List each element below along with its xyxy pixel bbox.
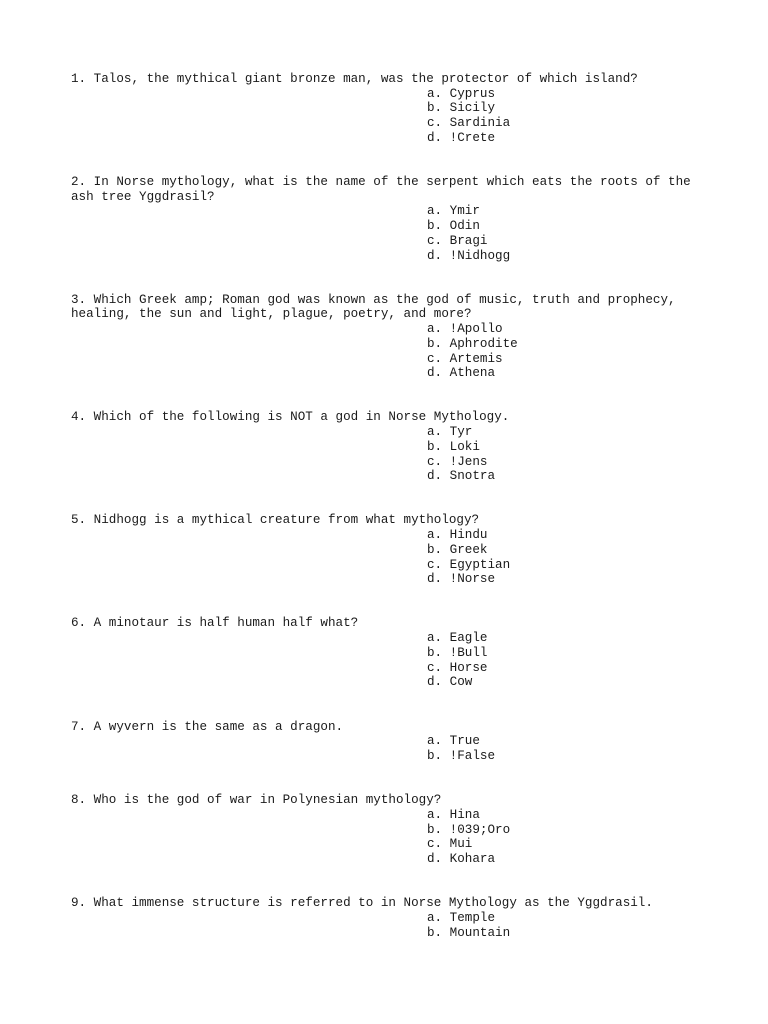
question-6 — [71, 616, 701, 690]
answer-option: b. Aphrodite — [427, 336, 518, 351]
answer-options — [427, 631, 701, 690]
question-text: 3. Which Greek amp; Roman god was known as the god of music, truth and prophecy, healing, the sun and light, plague, poetry, and more? — [71, 292, 684, 322]
answer-options — [427, 87, 701, 146]
answer-option: c. !Jens — [427, 454, 488, 469]
answer-option: a. !Apollo — [427, 322, 503, 337]
answer-option: d. !Norse — [427, 572, 496, 587]
answer-options — [427, 322, 701, 381]
answer-options — [427, 734, 701, 763]
question-4 — [71, 410, 701, 484]
question-text: 5. Nidhogg is a mythical creature from what mythology? — [71, 513, 480, 528]
question-text: 7. A wyvern is the same as a dragon. — [71, 719, 344, 734]
question-9 — [71, 896, 701, 940]
answer-option: a. Temple — [427, 910, 496, 925]
answer-option: d. !Nidhogg — [427, 248, 511, 263]
answer-options — [427, 204, 701, 263]
answer-option: b. Odin — [427, 219, 480, 234]
answer-option: d. Athena — [427, 366, 496, 381]
answer-option: b. Loki — [427, 439, 480, 454]
answer-option: a. Hindu — [427, 528, 488, 543]
question-text: 8. Who is the god of war in Polynesian mythology? — [71, 793, 442, 808]
answer-option: c. Egyptian — [427, 557, 511, 572]
answer-option: b. Greek — [427, 542, 488, 557]
question-7 — [71, 720, 701, 764]
answer-option: b. Mountain — [427, 925, 511, 940]
answer-option: a. Eagle — [427, 631, 488, 646]
answer-options — [427, 911, 701, 940]
answer-option: c. Sardinia — [427, 116, 511, 131]
answer-option: c. Bragi — [427, 233, 488, 248]
question-text: 6. A minotaur is half human half what? — [71, 616, 359, 631]
answer-option: c. Artemis — [427, 351, 503, 366]
answer-option: a. Cyprus — [427, 86, 496, 101]
answer-option: b. !False — [427, 748, 496, 763]
answer-option: d. Snotra — [427, 469, 496, 484]
question-2 — [71, 175, 701, 263]
answer-option: d. Cow — [427, 675, 473, 690]
answer-options — [427, 528, 701, 587]
quiz-document — [71, 72, 701, 970]
question-1 — [71, 72, 701, 146]
answer-option: a. Hina — [427, 807, 480, 822]
answer-option: d. !Crete — [427, 130, 496, 145]
question-text: 2. In Norse mythology, what is the name of the serpent which eats the roots of the ash tree Yggdrasil? — [71, 175, 699, 204]
answer-option: a. True — [427, 734, 480, 749]
question-text: 4. Which of the following is NOT a god in Norse Mythology. — [71, 410, 510, 425]
question-text: 9. What immense structure is referred to in Norse Mythology as the Yggdrasil. — [71, 896, 653, 911]
answer-options — [427, 425, 701, 484]
question-5 — [71, 513, 701, 587]
answer-option: b. !039;Oro — [427, 822, 511, 837]
question-8 — [71, 793, 701, 867]
answer-options — [427, 808, 701, 867]
question-text: 1. Talos, the mythical giant bronze man, was the protector of which island? — [71, 72, 638, 86]
answer-option: c. Mui — [427, 837, 473, 852]
answer-option: b. !Bull — [427, 645, 488, 660]
answer-option: d. Kohara — [427, 851, 496, 866]
question-3 — [71, 293, 701, 381]
answer-option: a. Tyr — [427, 425, 473, 440]
answer-option: a. Ymir — [427, 204, 480, 219]
answer-option: b. Sicily — [427, 101, 496, 116]
answer-option: c. Horse — [427, 660, 488, 675]
